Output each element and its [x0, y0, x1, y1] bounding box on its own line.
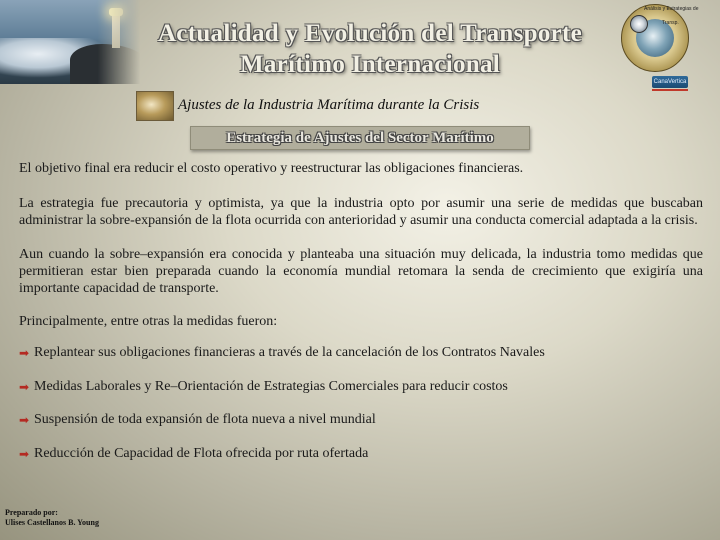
- paragraph-measures-intro: Principalmente, entre otras la medidas fueron:: [19, 314, 278, 329]
- list-item: [19, 444, 709, 464]
- list-item: [19, 410, 709, 430]
- lighthouse-photo: [0, 0, 140, 84]
- author-credit: [5, 508, 99, 528]
- arrow-right-icon: ➡: [19, 346, 30, 360]
- title-line-1: Actualidad y Evolución del Transporte: [157, 20, 583, 47]
- list-item-text: Replantear sus obligaciones financieras a través de la cancelación de los Contratos Navales: [34, 345, 545, 360]
- logo-caption-2: Transp.: [662, 20, 679, 26]
- arrow-right-icon: ➡: [19, 413, 30, 427]
- credit-name: Ulises Castellanos B. Young: [5, 518, 99, 527]
- arrow-right-icon: ➡: [19, 380, 30, 394]
- title-line-2: Marítimo Internacional: [239, 51, 501, 78]
- brand-logo: CanaVertica: [652, 76, 688, 88]
- list-item: [19, 343, 709, 363]
- brand-underline: [652, 89, 688, 91]
- section-heading: Estrategia de Ajustes del Sector Marítimo: [190, 126, 530, 150]
- slide-subtitle: Ajustes de la Industria Marítima durante la Crisis: [178, 97, 480, 113]
- page-title: [120, 18, 620, 80]
- paragraph-overexpansion: Aun cuando la sobre–expansión era conocida y planteaba una situación muy delicada, la industria tomo medidas que permitieran estar bien preparada cuando la economía mundial retomara la senda de crecimiento que exigiría una importante capacidad de transporte.: [19, 247, 703, 296]
- paragraph-strategy: La estrategia fue precautoria y optimista, ya que la industria opto por asumir una serie de medidas que buscaban administrar la sobre-expansión de la flota ocurrida con anterioridad y asumir una conducta comercial adaptada a la crisis.: [19, 196, 703, 228]
- list-item-text: Medidas Laborales y Re–Orientación de Estrategias Comerciales para reducir costos: [34, 379, 508, 394]
- organization-seal-logo: [621, 4, 689, 72]
- arrow-right-icon: ➡: [19, 447, 30, 461]
- logo-caption: Análisis y Estrategias de: [644, 6, 699, 12]
- credit-label: Preparado por:: [5, 508, 58, 517]
- compass-icon: [630, 15, 648, 33]
- list-item: [19, 377, 709, 397]
- list-item-text: Reducción de Capacidad de Flota ofrecida por ruta ofertada: [34, 446, 369, 461]
- lion-emblem-icon: [136, 91, 174, 121]
- list-item-text: Suspensión de toda expansión de flota nueva a nivel mundial: [34, 412, 376, 427]
- paragraph-objective: El objetivo final era reducir el costo operativo y reestructurar las obligaciones financieras.: [19, 161, 524, 176]
